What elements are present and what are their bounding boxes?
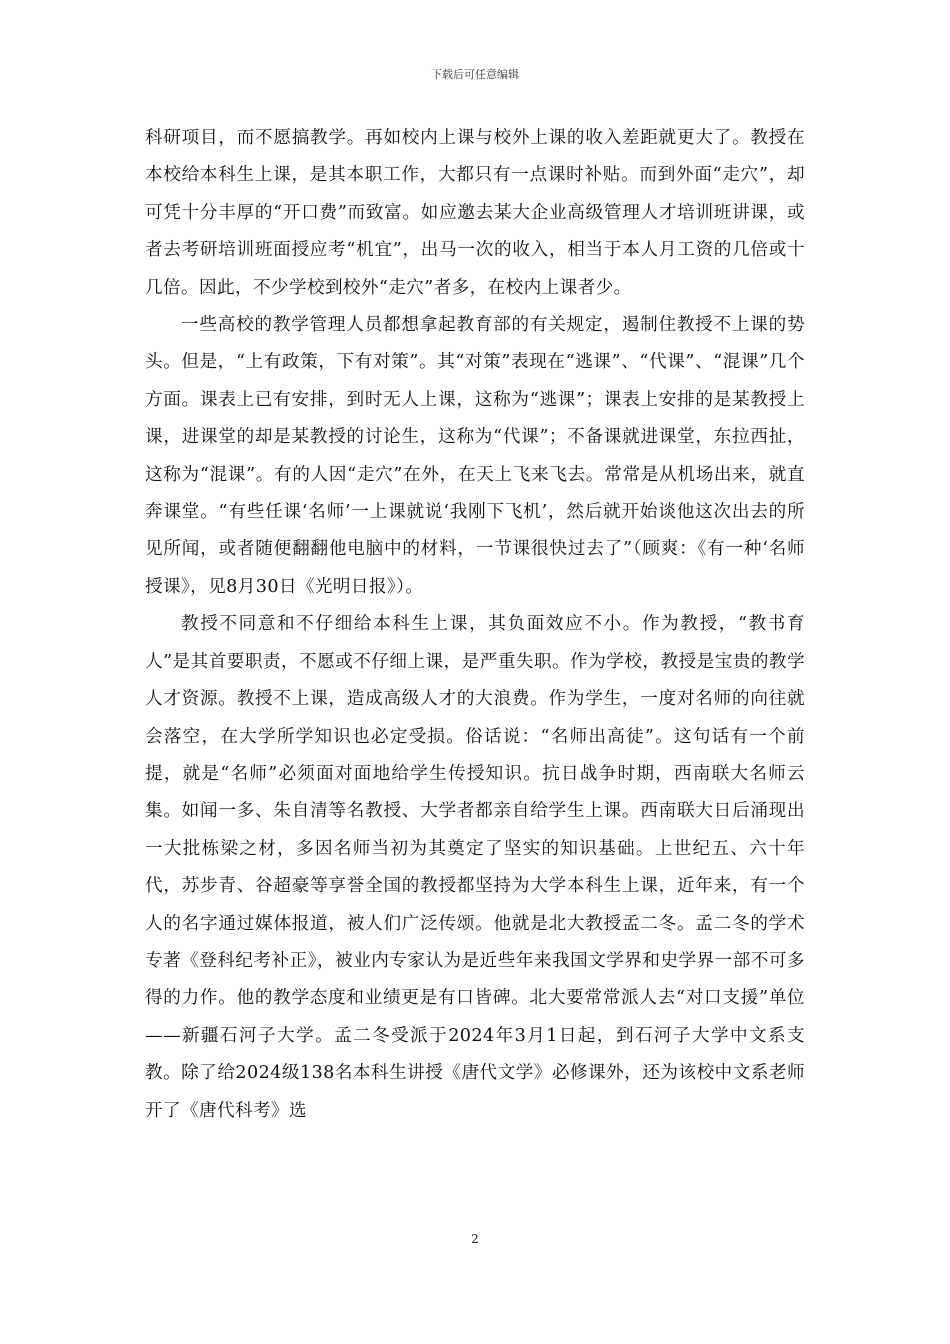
paragraph-2: 一些高校的教学管理人员都想拿起教育部的有关规定，遏制住教授不上课的势头。但是，“上有政策，下有对策”。其“对策”表现在“逃课”、“代课”、“混课”几个方面。课表上已有安排，到时无人上课，这称为“逃课”；课表上安排的是某教授上课，进课堂的却是某教授的讨论生，这称为“代课”；不备课就进课堂，东拉西扯，这称为“混课”。有的人因“走穴”在外，在天上飞来飞去。常常是从机场出来，就直奔课堂。“有些任课‘名师’一上课就说‘我刚下飞机’，然后就开始谈他这次出去的所见所闻，或者随便翻翻他电脑中的材料，一节课很快过去了”（顾爽：《有一种‘名师授课》，见8月30日《光明日报》）。 [145, 315, 805, 597]
paragraph-3: 教授不同意和不仔细给本科生上课，其负面效应不小。作为教授，“教书育人”是其首要职责，不愿或不仔细上课，是严重失职。作为学校，教授是宝贵的教学人才资源。教授不上课，造成高级人才的大浪费。作为学生，一度对名师的向往就会落空，在大学所学知识也必定受损。俗话说：“名师出高徒”。这句话有一个前提，就是“名师”必须面对面地给学生传授知识。抗日战争时期，西南联大名师云集。如闻一多、朱自清等名教授、大学者都亲自给学生上课。西南联大日后涌现出一大批栋梁之材，多因名师当初为其奠定了坚实的知识基础。上世纪五、六十年代，苏步青、谷超豪等享誉全国的教授都坚持为大学本科生上课，近年来，有一个人的名字通过媒体报道，被人们广泛传颂。他就是北大教授孟二冬。孟二冬的学术专著《登科纪考补正》，被业内专家认为是近些年来我国文学界和史学界一部不可多得的力作。他的教学态度和业绩更是有口皆碑。北大要常常派人去“对口支援”单位——新疆石河子大学。孟二冬受派于2024年3月1日起，到石河子大学中文系支教。除了给2024级138名本科生讲授《唐代文学》必修课外，还为该校中文系老师开了《唐代科考》选 [145, 614, 805, 1121]
paragraph-1: 科研项目，而不愿搞教学。再如校内上课与校外上课的收入差距就更大了。教授在本校给本科生上课，是其本职工作，大都只有一点课时补贴。而到外面“走穴”，却可凭十分丰厚的“开口费”而致富。如应邀去某大企业高级管理人才培训班讲课，或者去考研培训班面授应考“机宜”，出马一次的收入，相当于本人月工资的几倍或十几倍。因此，不少学校到校外“走穴”者多，在校内上课者少。 [145, 128, 805, 298]
page-number: 2 [471, 1232, 479, 1246]
body-text [145, 120, 805, 1130]
page-header: 下载后可任意编辑 [431, 68, 519, 81]
